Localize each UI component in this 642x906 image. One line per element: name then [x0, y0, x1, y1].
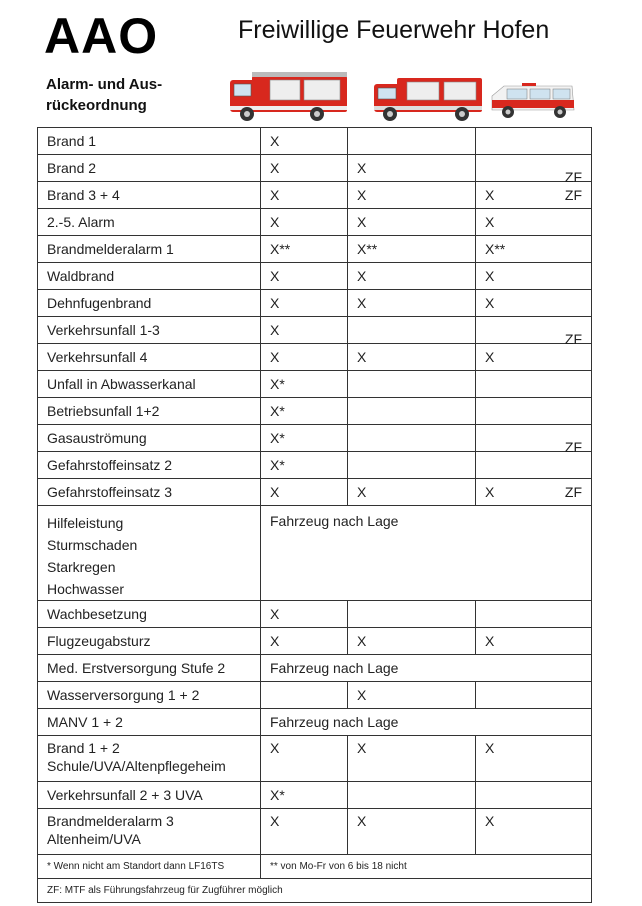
cell-vehicle-2: X — [348, 682, 476, 709]
zf-marker: ZF — [564, 169, 582, 185]
cell-vehicle-1: X* — [261, 398, 348, 425]
row-label: Gasauströmung — [38, 425, 261, 452]
subtitle-line-1: Alarm- und Aus- — [46, 76, 163, 93]
cell-vehicle-2: X** — [348, 236, 476, 263]
cell-vehicle-1: X* — [261, 371, 348, 398]
zf-marker: ZF — [564, 439, 582, 455]
label-line-1: Brand 1 + 2 — [47, 740, 120, 756]
table-row — [38, 479, 592, 506]
label-sturmschaden: Sturmschaden — [47, 537, 138, 553]
row-label: Flugzeugabsturz — [38, 628, 261, 655]
cell-vehicle-3-value: X — [485, 484, 495, 500]
row-label: Gefahrstoffeinsatz 2 — [38, 452, 261, 479]
cell-vehicle-3 — [476, 236, 592, 263]
cell-vehicle-3 — [476, 398, 592, 425]
footnote-star: * Wenn nicht am Standort dann LF16TS — [38, 855, 261, 879]
cell-vehicle-1: X — [261, 263, 348, 290]
command-van-icon — [492, 83, 574, 118]
cell-vehicle-1: X* — [261, 782, 348, 809]
cell-vehicle-3-value: X — [485, 187, 495, 203]
row-label: 2.-5. Alarm — [38, 209, 261, 236]
cell-vehicle-1: X* — [261, 425, 348, 452]
label-hilfeleistung: Hilfeleistung — [47, 515, 124, 531]
table-row — [38, 236, 592, 263]
row-label: Verkehrsunfall 4 — [38, 344, 261, 371]
cell-vehicle-3 — [476, 155, 592, 185]
label-line-2: Altenheim/UVA — [47, 831, 141, 847]
cell-vehicle-1: X — [261, 209, 348, 236]
table-row — [38, 398, 592, 425]
cell-vehicle-3-value: X — [485, 349, 495, 365]
cell-vehicle-3-value: X — [485, 295, 495, 311]
cell-vehicle-1: X — [261, 601, 348, 628]
cell-vehicle-2: X — [348, 479, 476, 506]
table-row — [38, 209, 592, 236]
cell-vehicle-3 — [476, 782, 592, 809]
cell-vehicle-3 — [476, 425, 592, 455]
cell-vehicle-1 — [261, 682, 348, 709]
label-hochwasser: Hochwasser — [47, 581, 125, 597]
cell-vehicle-1: X — [261, 628, 348, 655]
table-row — [38, 682, 592, 709]
table-row — [38, 782, 592, 809]
cell-vehicle-3 — [476, 209, 592, 236]
table-row — [38, 452, 592, 479]
footnote-row — [38, 879, 592, 903]
row-label: Brand 1 — [38, 128, 261, 155]
cell-vehicle-2 — [348, 782, 476, 809]
cell-vehicle-3 — [476, 317, 592, 347]
fire-truck-2-icon — [374, 78, 482, 121]
table-row — [38, 709, 592, 736]
subtitle — [46, 74, 162, 116]
zf-marker: ZF — [564, 187, 582, 203]
table-row — [38, 155, 592, 182]
row-label: Dehnfugenbrand — [38, 290, 261, 317]
table-row — [38, 809, 592, 855]
table-row — [38, 736, 592, 782]
cell-vehicle-1: X — [261, 155, 348, 182]
row-label: Wachbesetzung — [38, 601, 261, 628]
alarm-table — [37, 127, 592, 903]
cell-vehicle-3-value: X — [485, 268, 495, 284]
row-label: MANV 1 + 2 — [38, 709, 261, 736]
cell-vehicle-3-value: X** — [485, 241, 506, 257]
label-line-1: Brandmelderalarm 3 — [47, 813, 174, 829]
table-row — [38, 182, 592, 209]
cell-vehicle-2: X — [348, 290, 476, 317]
fire-trucks-image — [222, 66, 582, 126]
cell-vehicle-3 — [476, 128, 592, 155]
cell-vehicle-1: X — [261, 182, 348, 209]
fire-truck-1-icon — [230, 72, 347, 121]
page-title: Freiwillige Feuerwehr Hofen — [238, 16, 550, 44]
table-row — [38, 425, 592, 452]
row-label: Betriebsunfall 1+2 — [38, 398, 261, 425]
row-label — [38, 809, 261, 855]
row-label: Gefahrstoffeinsatz 3 — [38, 479, 261, 506]
row-label: Waldbrand — [38, 263, 261, 290]
row-label: Wasserversorgung 1 + 2 — [38, 682, 261, 709]
cell-vehicle-3 — [476, 479, 592, 506]
table-row — [38, 263, 592, 290]
cell-vehicle-1: X — [261, 290, 348, 317]
cell-vehicle-3-value: X — [485, 214, 495, 230]
row-label — [38, 736, 261, 782]
cell-vehicle-1: X — [261, 344, 348, 371]
cell-vehicle-3 — [476, 263, 592, 290]
cell-span: Fahrzeug nach Lage — [261, 655, 592, 682]
table-row-hilfeleistung — [38, 506, 592, 601]
cell-vehicle-2 — [348, 601, 476, 628]
cell-vehicle-3 — [476, 371, 592, 398]
cell-vehicle-2: X — [348, 182, 476, 209]
cell-vehicle-2: X — [348, 736, 476, 782]
cell-vehicle-3: X — [476, 736, 592, 782]
cell-vehicle-2 — [348, 128, 476, 155]
cell-vehicle-1: X* — [261, 452, 348, 479]
cell-vehicle-2: X — [348, 809, 476, 855]
row-label: Brand 2 — [38, 155, 261, 182]
cell-span: Fahrzeug nach Lage — [261, 506, 592, 601]
cell-vehicle-1: X — [261, 479, 348, 506]
cell-vehicle-2 — [348, 425, 476, 452]
table-row — [38, 601, 592, 628]
table-row — [38, 290, 592, 317]
cell-vehicle-1: X — [261, 317, 348, 344]
table-row — [38, 317, 592, 344]
cell-vehicle-1: X — [261, 736, 348, 782]
cell-vehicle-2: X — [348, 263, 476, 290]
row-label: Brandmelderalarm 1 — [38, 236, 261, 263]
row-label: Brand 3 + 4 — [38, 182, 261, 209]
zf-marker: ZF — [564, 331, 582, 347]
label-starkregen: Starkregen — [47, 559, 116, 575]
row-label: Verkehrsunfall 2 + 3 UVA — [38, 782, 261, 809]
table-row — [38, 128, 592, 155]
cell-vehicle-3: X — [476, 809, 592, 855]
subtitle-line-2: rückeordnung — [46, 97, 147, 114]
row-label: Unfall in Abwasserkanal — [38, 371, 261, 398]
cell-vehicle-2 — [348, 371, 476, 398]
row-label: Med. Erstversorgung Stufe 2 — [38, 655, 261, 682]
cell-vehicle-3 — [476, 182, 592, 209]
footnote-double-star: ** von Mo-Fr von 6 bis 18 nicht — [261, 855, 592, 879]
cell-vehicle-1: X** — [261, 236, 348, 263]
table-row — [38, 628, 592, 655]
table-row — [38, 371, 592, 398]
label-line-2: Schule/UVA/Altenpflegeheim — [47, 758, 226, 774]
table-row — [38, 655, 592, 682]
cell-vehicle-1: X — [261, 128, 348, 155]
cell-vehicle-2: X — [348, 344, 476, 371]
zf-marker: ZF — [564, 484, 582, 500]
cell-vehicle-2: X — [348, 155, 476, 182]
row-label — [38, 506, 261, 601]
cell-vehicle-2 — [348, 317, 476, 344]
cell-vehicle-2 — [348, 452, 476, 479]
cell-vehicle-3 — [476, 290, 592, 317]
cell-vehicle-2 — [348, 398, 476, 425]
aao-logo: AAO — [44, 8, 159, 64]
cell-vehicle-3 — [476, 682, 592, 709]
cell-vehicle-2: X — [348, 628, 476, 655]
cell-vehicle-3 — [476, 452, 592, 479]
cell-vehicle-3 — [476, 344, 592, 371]
cell-span: Fahrzeug nach Lage — [261, 709, 592, 736]
row-label: Verkehrsunfall 1-3 — [38, 317, 261, 344]
cell-vehicle-2: X — [348, 209, 476, 236]
table-row — [38, 344, 592, 371]
cell-vehicle-1: X — [261, 809, 348, 855]
cell-vehicle-3: X — [476, 628, 592, 655]
cell-vehicle-3 — [476, 601, 592, 628]
footnote-zf: ZF: MTF als Führungsfahrzeug für Zugführer möglich — [38, 879, 592, 903]
footnote-row — [38, 855, 592, 879]
